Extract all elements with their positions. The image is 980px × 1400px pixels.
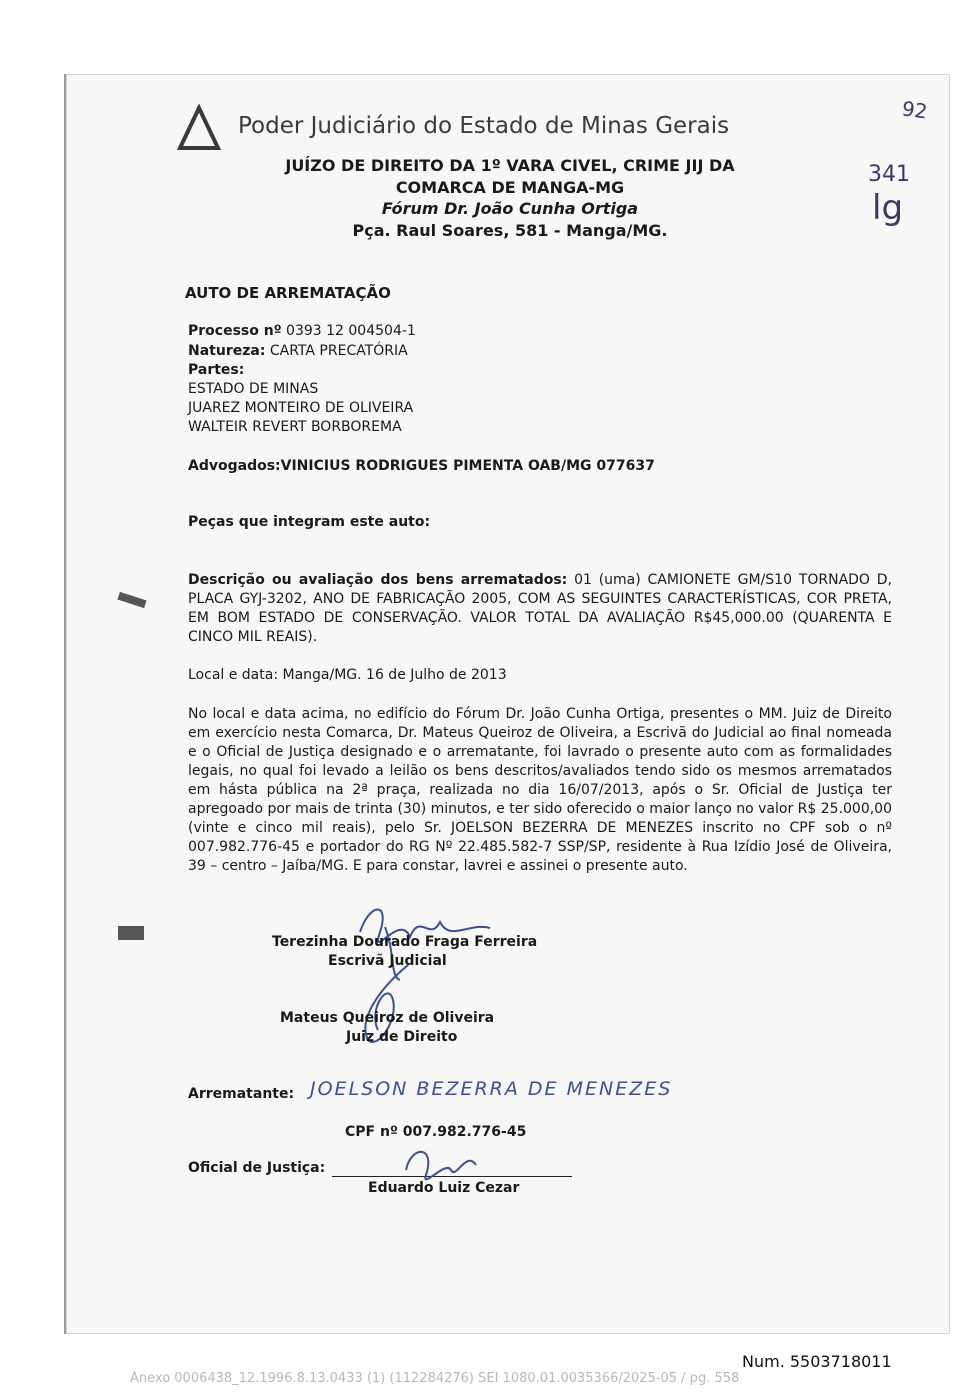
local-data-line: Local e data: Manga/MG. 16 de Julho de 2013 bbox=[188, 667, 507, 683]
partes-label: Partes: bbox=[188, 362, 245, 378]
auto-body-paragraph: No local e data acima, no edifício do Fórum Dr. João Cunha Ortiga, presentes o MM. Juiz de Direito em exercício nesta Comarca, Dr. Mateus Queiroz de Oliveira, a Escrivã do Judicial ao final nomeada e o Oficial de Justiça designado e o arrematante, foi lavrado o presente auto com as formalidades legais, no qual foi levado a leilão os bens descritos/avaliados tendo sido os mesmos arrematados em hásta pública na 2ª praça, realizada no dia 16/07/2013, após o Sr. Oficial de Justiça ter apregoado por mais de trinta (30) minutos, e ter sido oferecido o maior lanço no valor R$ 25.000,00 (vinte e cinco mil reais), pelo Sr. JOELSON BEZERRA DE MENEZES inscrito no CPF sob o nº 007.982.776-45 e portador do RG Nº 22.485.582-7 SSP/SP, residente à Rua Izídio José de Oliveira, 39 – centro – Jaíba/MG. E para constar, lavrei e assinei o presente auto. bbox=[188, 706, 892, 874]
footer-reference: Anexo 0006438_12.1996.8.13.0433 (1) (112284276) SEI 1080.01.0035366/2025-05 / pg. 558 bbox=[130, 1371, 740, 1386]
arrematante-handwritten-name: JOELSON BEZERRA DE MENEZES bbox=[310, 1078, 673, 1100]
court-name: Poder Judiciário do Estado de Minas Gerais bbox=[238, 113, 730, 139]
scanned-page bbox=[64, 74, 950, 1334]
arrematante-cpf: CPF nº 007.982.776-45 bbox=[345, 1124, 527, 1140]
parte-item: JUAREZ MONTEIRO DE OLIVEIRA bbox=[188, 400, 414, 416]
parte-item: ESTADO DE MINAS bbox=[188, 381, 319, 397]
oficial-label: Oficial de Justiça: bbox=[188, 1160, 326, 1176]
header-address: Pça. Raul Soares, 581 - Manga/MG. bbox=[352, 221, 668, 240]
juiz-title: Juiz de Direito bbox=[346, 1029, 458, 1045]
natureza-line bbox=[188, 343, 408, 359]
descricao-label: Descrição ou avaliação dos bens arrematados: bbox=[188, 572, 568, 588]
escriva-title: Escrivã Judicial bbox=[328, 953, 447, 969]
judiciary-triangle-logo bbox=[176, 104, 222, 152]
advogados-line: Advogados:VINICIUS RODRIGUES PIMENTA OAB/MG 077637 bbox=[188, 458, 655, 474]
handwritten-initials: lg bbox=[872, 188, 904, 228]
arrematante-label: Arrematante: bbox=[188, 1086, 295, 1102]
hole-punch-mark-bottom bbox=[118, 926, 144, 940]
document-title: AUTO DE ARREMATAÇÃO bbox=[185, 284, 391, 302]
descricao-paragraph bbox=[188, 571, 892, 647]
processo-line bbox=[188, 323, 416, 339]
header-forum: Fórum Dr. João Cunha Ortiga bbox=[381, 199, 639, 218]
handwritten-page-number: 341 bbox=[868, 162, 910, 187]
natureza-value: CARTA PRECATÓRIA bbox=[265, 343, 408, 359]
juiz-name: Mateus Queiroz de Oliveira bbox=[280, 1010, 495, 1026]
escriva-name: Terezinha Dourado Fraga Ferreira bbox=[272, 934, 538, 950]
descricao-text: 01 (uma) CAMIONETE GM/S10 TORNADO D, PLACA GYJ-3202, ANO DE FABRICAÇÃO 2005, COM AS SEGUINTES CARACTERÍSTICAS, COR PRETA, EM BOM ESTADO DE CONSERVAÇÃO. VALOR TOTAL DA AVALIAÇÃO R$45,000.00 (QUARENTA E CINCO MIL REAIS). bbox=[188, 572, 892, 645]
pecas-label: Peças que integram este auto: bbox=[188, 514, 431, 530]
header-line-1: JUÍZO DE DIREITO DA 1º VARA CIVEL, CRIME JIJ DA bbox=[285, 156, 735, 175]
natureza-label: Natureza: bbox=[188, 343, 266, 359]
processo-value: 0393 12 004504-1 bbox=[281, 323, 416, 339]
processo-label: Processo nº bbox=[188, 323, 282, 339]
handwritten-folio: 92 bbox=[900, 96, 929, 124]
header-line-2: COMARCA DE MANGA-MG bbox=[395, 178, 625, 197]
document-number: Num. 5503718011 bbox=[742, 1352, 892, 1371]
parte-item: WALTEIR REVERT BORBOREMA bbox=[188, 419, 402, 435]
oficial-name: Eduardo Luiz Cezar bbox=[368, 1180, 520, 1196]
